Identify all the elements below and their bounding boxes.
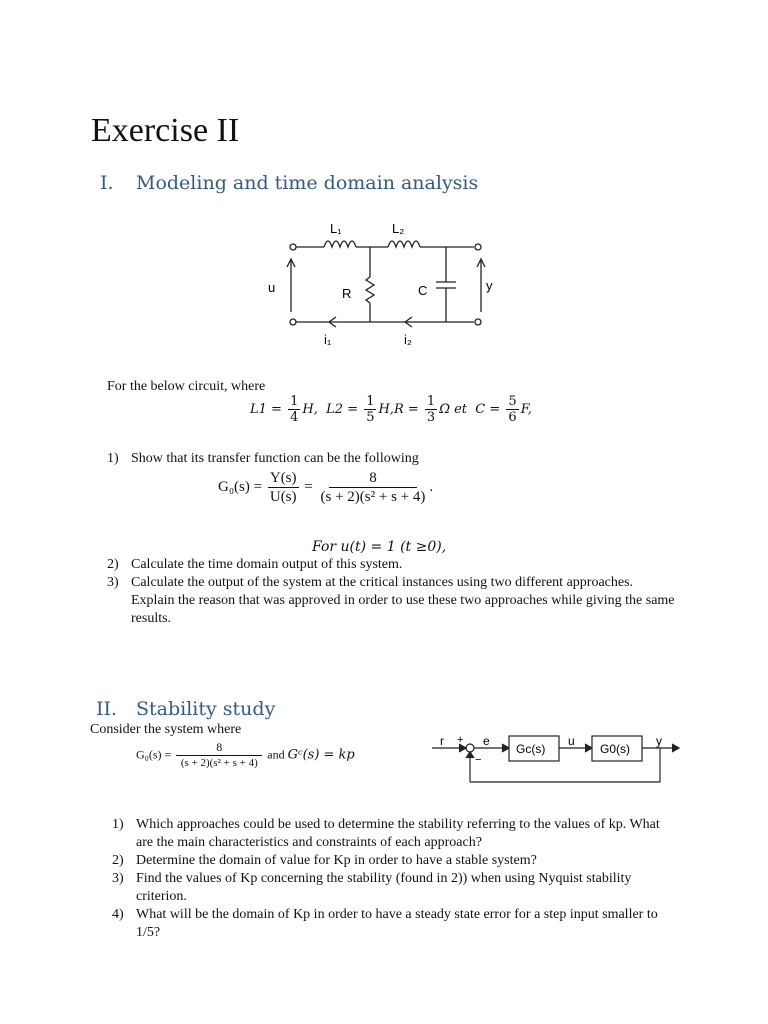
param-r-den: 3 bbox=[426, 410, 436, 425]
param-c-num: 5 bbox=[508, 394, 517, 409]
section-1-heading bbox=[100, 172, 478, 194]
tf-lhs: G₀(s) = bbox=[218, 478, 263, 495]
question-number: 1) bbox=[112, 817, 124, 832]
section-2-title: Stability study bbox=[136, 698, 276, 720]
section-1-question-2 bbox=[107, 556, 677, 574]
tf-numerator: 8 bbox=[329, 469, 417, 488]
gc-definition: Gᶜ(s) = kp bbox=[287, 747, 355, 763]
question-text: What will be the domain of Kp in order to have a steady state error for a step input smaller to 1/5? bbox=[136, 907, 658, 940]
diagram-u: u bbox=[568, 734, 575, 748]
feedback-block-diagram bbox=[432, 728, 688, 788]
label-i1: i₁ bbox=[324, 332, 332, 347]
question-text: Find the values of Kp concerning the stability (found in 2)) when using Nyquist stability criterion. bbox=[136, 871, 632, 904]
param-c-name: C bbox=[475, 402, 486, 417]
param-l2-name: L2 bbox=[326, 402, 344, 417]
section-2-question-1 bbox=[112, 816, 678, 852]
param-l2-den: 5 bbox=[366, 410, 375, 425]
g0-denominator: (s + 2)(s² + s + 4) bbox=[180, 757, 258, 769]
diagram-g0-label: G0(s) bbox=[600, 742, 630, 756]
question-number: 3) bbox=[112, 871, 124, 886]
tf-ratio-den: U(s) bbox=[269, 489, 297, 505]
input-definition: For u(t) = 1 (t ≥0), bbox=[312, 539, 447, 555]
param-l1-name: L1 bbox=[250, 402, 267, 417]
param-c-den: 6 bbox=[508, 410, 517, 425]
rlc-circuit-diagram bbox=[260, 215, 510, 350]
question-text: Calculate the output of the system at the critical instances using two different approaches. Explain the reason that was approved in order to use these two approaches while giving the same results. bbox=[131, 575, 675, 626]
section-2-questions bbox=[112, 816, 678, 942]
param-l2-fraction bbox=[364, 394, 376, 425]
tf-ratio-num: Y(s) bbox=[269, 470, 297, 486]
diagram-e: e bbox=[483, 734, 490, 748]
section-2-plant-definition bbox=[136, 740, 355, 771]
section-1-number: I. bbox=[100, 172, 114, 194]
diagram-y: y bbox=[656, 734, 662, 748]
param-l1-unit: H, bbox=[302, 402, 318, 417]
section-1-question-3 bbox=[107, 574, 677, 628]
param-l2-unit: H, bbox=[378, 402, 394, 417]
g0-numerator: 8 bbox=[176, 740, 262, 756]
diagram-r: r bbox=[440, 734, 444, 748]
diagram-gc-label: Gc(s) bbox=[516, 742, 546, 756]
param-l1-den: 4 bbox=[290, 410, 299, 425]
tf-denominator: (s + 2)(s² + s + 4) bbox=[320, 489, 426, 505]
label-c: C bbox=[418, 283, 428, 298]
and-word: and bbox=[267, 747, 285, 762]
circuit-intro: For the below circuit, where bbox=[107, 379, 266, 394]
section-1-questions-2-3 bbox=[107, 556, 677, 628]
resistor-symbol bbox=[366, 277, 374, 303]
section-2-question-4 bbox=[112, 906, 678, 942]
section-2-question-2 bbox=[112, 852, 678, 870]
param-l2-num: 1 bbox=[366, 394, 375, 409]
section-1-question-1 bbox=[107, 450, 697, 468]
param-c-unit: F, bbox=[520, 402, 532, 417]
exercise-title: Exercise II bbox=[91, 112, 240, 149]
tf-fraction bbox=[319, 469, 428, 506]
tf-ratio bbox=[268, 469, 299, 506]
diagram-minus: − bbox=[475, 754, 482, 766]
param-r-unit: Ω et bbox=[439, 402, 468, 417]
param-r-name: R bbox=[393, 402, 404, 417]
question-text: Which approaches could be used to determine the stability referring to the values of kp. What are the main characteristics and constraints of each approach? bbox=[136, 817, 660, 850]
param-r-num: 1 bbox=[426, 394, 436, 409]
question-text: Calculate the time domain output of this system. bbox=[131, 557, 403, 572]
question-number: 2) bbox=[112, 853, 124, 868]
label-l2: L₂ bbox=[392, 221, 405, 236]
section-2-heading bbox=[96, 698, 275, 720]
diagram-plus: + bbox=[457, 734, 464, 746]
parameter-values: L1 = $\frac{1}{4}$ H, L2 = $\frac{1}{5}$ H,R = $\frac{1}{3}$ Ω et C = $\frac{5}{6}$ F, bbox=[250, 394, 532, 425]
section-2-question-3 bbox=[112, 870, 678, 906]
g0-fraction bbox=[176, 740, 262, 771]
label-r: R bbox=[342, 286, 352, 301]
param-l1-fraction bbox=[288, 394, 300, 425]
inductor-l2-symbol bbox=[388, 241, 420, 247]
inductor-l1-symbol bbox=[324, 241, 356, 247]
question-number: 1) bbox=[107, 451, 119, 466]
question-number: 4) bbox=[112, 907, 124, 922]
label-u: u bbox=[268, 280, 276, 295]
section-2-intro: Consider the system where bbox=[90, 722, 242, 737]
section-1-title: Modeling and time domain analysis bbox=[136, 172, 479, 194]
param-c-fraction bbox=[506, 394, 518, 425]
tf-period: . bbox=[429, 478, 434, 495]
transfer-function bbox=[218, 469, 433, 506]
label-l1: L₁ bbox=[330, 221, 342, 236]
question-number: 2) bbox=[107, 557, 119, 572]
question-number: 3) bbox=[107, 575, 119, 590]
section-2-number: II. bbox=[96, 698, 118, 720]
param-r-fraction bbox=[425, 394, 437, 425]
param-l1-num: 1 bbox=[290, 394, 299, 409]
question-text: Show that its transfer function can be the following bbox=[131, 451, 419, 466]
label-i2: i₂ bbox=[404, 332, 412, 347]
g0-lhs: G₀(s) = bbox=[136, 747, 172, 762]
question-text: Determine the domain of value for Kp in order to have a stable system? bbox=[136, 853, 537, 868]
label-y: y bbox=[486, 278, 493, 293]
tf-equals: = bbox=[304, 478, 313, 495]
